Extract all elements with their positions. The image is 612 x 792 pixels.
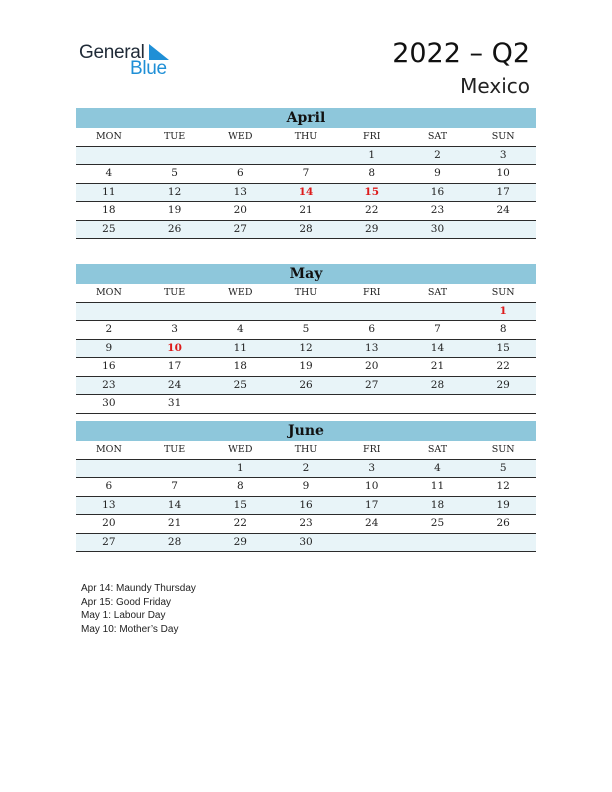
weekday-label: THU bbox=[294, 131, 318, 142]
week-row bbox=[76, 534, 536, 553]
day-cell: 27 bbox=[365, 378, 379, 391]
day-cell: 7 bbox=[434, 323, 441, 335]
weekday-label: FRI bbox=[362, 131, 381, 142]
day-cell: 15 bbox=[496, 341, 510, 354]
week-row bbox=[76, 165, 536, 184]
day-cell: 2 bbox=[105, 323, 113, 335]
day-cell: 1 bbox=[499, 304, 507, 317]
day-cell: 3 bbox=[368, 461, 376, 474]
month-june bbox=[76, 421, 536, 552]
week-row bbox=[76, 515, 536, 534]
day-cell: 14 bbox=[298, 185, 314, 198]
day-cell: 6 bbox=[236, 167, 244, 179]
day-cell: 9 bbox=[105, 341, 113, 354]
day-cell: 13 bbox=[233, 185, 247, 198]
weekday-header-row bbox=[76, 284, 536, 303]
weekday-label: SAT bbox=[427, 131, 448, 142]
day-cell: 22 bbox=[496, 360, 510, 372]
day-cell: 5 bbox=[499, 461, 507, 474]
day-cell: 18 bbox=[102, 204, 116, 216]
day-cell bbox=[339, 303, 405, 321]
logo-blue-text: Blue bbox=[130, 58, 167, 79]
day-cell: 28 bbox=[299, 222, 313, 235]
day-cell: 11 bbox=[430, 480, 445, 492]
month-header: May bbox=[76, 264, 536, 284]
page-title: 2022 – Q2 bbox=[392, 38, 530, 69]
day-cell: 8 bbox=[368, 167, 376, 179]
day-cell bbox=[76, 460, 142, 478]
day-cell bbox=[207, 147, 273, 165]
weekday-label: SUN bbox=[491, 131, 515, 142]
week-row bbox=[76, 497, 536, 516]
day-cell: 20 bbox=[365, 360, 379, 372]
week-row bbox=[76, 478, 536, 497]
day-cell: 25 bbox=[233, 378, 247, 391]
week-row bbox=[76, 303, 536, 322]
day-cell: 3 bbox=[171, 323, 178, 335]
day-cell: 20 bbox=[233, 204, 247, 216]
day-cell: 30 bbox=[299, 535, 313, 548]
week-row bbox=[76, 147, 536, 166]
day-cell: 7 bbox=[302, 167, 310, 179]
weekday-label: MON bbox=[95, 287, 122, 298]
weekday-label: SAT bbox=[427, 287, 448, 298]
day-cell: 31 bbox=[167, 397, 182, 409]
weekday-label: WED bbox=[228, 444, 253, 455]
weekday-label: WED bbox=[228, 287, 253, 298]
day-cell bbox=[142, 460, 208, 478]
holiday-note: Apr 14: Maundy Thursday bbox=[81, 583, 196, 594]
day-cell: 25 bbox=[102, 222, 116, 235]
weekday-label: SUN bbox=[491, 287, 515, 298]
day-cell: 3 bbox=[499, 148, 507, 161]
day-cell: 30 bbox=[102, 397, 116, 409]
day-cell bbox=[405, 303, 471, 321]
day-cell bbox=[405, 395, 471, 413]
day-cell: 13 bbox=[365, 341, 379, 354]
day-cell: 19 bbox=[299, 360, 313, 372]
day-cell: 26 bbox=[496, 517, 510, 529]
day-cell: 13 bbox=[102, 498, 116, 511]
week-row bbox=[76, 221, 536, 240]
day-cell: 1 bbox=[236, 461, 244, 474]
day-cell: 4 bbox=[434, 461, 441, 474]
day-cell: 6 bbox=[368, 323, 376, 335]
day-cell: 16 bbox=[430, 185, 445, 198]
day-cell: 19 bbox=[167, 204, 182, 216]
weekday-label: FRI bbox=[362, 444, 381, 455]
day-cell: 11 bbox=[102, 185, 116, 198]
month-header: June bbox=[76, 421, 536, 441]
day-cell: 24 bbox=[167, 378, 182, 391]
day-cell: 24 bbox=[365, 517, 379, 529]
day-cell bbox=[470, 221, 536, 239]
day-cell: 17 bbox=[496, 185, 510, 198]
day-cell: 17 bbox=[365, 498, 379, 511]
day-cell: 4 bbox=[105, 167, 113, 179]
day-cell: 25 bbox=[430, 517, 445, 529]
day-cell: 12 bbox=[167, 185, 182, 198]
country-subtitle: Mexico bbox=[460, 74, 530, 98]
day-cell: 24 bbox=[496, 204, 510, 216]
day-cell: 23 bbox=[102, 378, 116, 391]
day-cell: 20 bbox=[102, 517, 116, 529]
day-cell: 19 bbox=[496, 498, 510, 511]
week-row bbox=[76, 358, 536, 377]
day-cell bbox=[207, 395, 273, 413]
generalblue-logo bbox=[79, 40, 179, 80]
holiday-note: May 10: Mother’s Day bbox=[81, 623, 179, 635]
day-cell: 12 bbox=[299, 341, 313, 354]
day-cell: 23 bbox=[299, 517, 313, 529]
weekday-label: MON bbox=[95, 131, 122, 142]
day-cell: 23 bbox=[430, 204, 445, 216]
day-cell: 17 bbox=[167, 360, 182, 372]
day-cell: 29 bbox=[496, 378, 510, 391]
holiday-notes bbox=[81, 582, 196, 636]
weekday-label: THU bbox=[294, 287, 318, 298]
day-cell: 26 bbox=[299, 378, 313, 391]
day-cell: 16 bbox=[299, 498, 313, 511]
day-cell bbox=[339, 395, 405, 413]
day-cell bbox=[142, 303, 208, 321]
day-cell bbox=[76, 303, 142, 321]
day-cell: 15 bbox=[364, 185, 380, 198]
day-cell: 18 bbox=[233, 360, 247, 372]
day-cell: 8 bbox=[236, 480, 244, 492]
day-cell: 10 bbox=[496, 167, 510, 179]
day-cell: 16 bbox=[102, 360, 116, 372]
month-may bbox=[76, 264, 536, 414]
weekday-label: WED bbox=[228, 131, 253, 142]
day-cell: 14 bbox=[167, 498, 182, 511]
weekday-label: FRI bbox=[362, 287, 381, 298]
week-row bbox=[76, 377, 536, 396]
day-cell: 15 bbox=[233, 498, 247, 511]
week-row bbox=[76, 460, 536, 479]
day-cell: 7 bbox=[171, 480, 178, 492]
day-cell: 29 bbox=[365, 222, 379, 235]
month-header: April bbox=[76, 108, 536, 128]
day-cell: 2 bbox=[302, 461, 310, 474]
weekday-label: TUE bbox=[163, 287, 186, 298]
weekday-label: TUE bbox=[163, 444, 186, 455]
week-row bbox=[76, 340, 536, 359]
day-cell: 30 bbox=[430, 222, 445, 235]
day-cell: 9 bbox=[434, 167, 441, 179]
day-cell: 21 bbox=[299, 204, 313, 216]
weekday-label: MON bbox=[95, 444, 122, 455]
day-cell bbox=[273, 303, 339, 321]
day-cell: 21 bbox=[430, 360, 445, 372]
holiday-note: Apr 15: Good Friday bbox=[81, 596, 172, 608]
day-cell: 11 bbox=[233, 341, 247, 354]
day-cell: 27 bbox=[102, 535, 116, 548]
weekday-header-row bbox=[76, 128, 536, 147]
day-cell: 22 bbox=[365, 204, 379, 216]
day-cell bbox=[339, 534, 405, 552]
month-april bbox=[76, 108, 536, 239]
day-cell: 9 bbox=[302, 480, 310, 492]
weekday-header-row bbox=[76, 441, 536, 460]
day-cell: 27 bbox=[233, 222, 247, 235]
day-cell: 2 bbox=[434, 148, 441, 161]
day-cell: 10 bbox=[365, 480, 379, 492]
day-cell bbox=[470, 395, 536, 413]
holiday-note: May 1: Labour Day bbox=[81, 610, 166, 621]
day-cell bbox=[142, 147, 208, 165]
day-cell: 14 bbox=[430, 341, 445, 354]
day-cell: 5 bbox=[302, 323, 310, 335]
week-row bbox=[76, 184, 536, 203]
day-cell: 21 bbox=[167, 517, 182, 529]
logo-general-text: General bbox=[79, 42, 145, 63]
day-cell: 22 bbox=[233, 517, 247, 529]
weekday-label: THU bbox=[294, 444, 318, 455]
weekday-label: SAT bbox=[427, 444, 448, 455]
day-cell: 1 bbox=[368, 148, 376, 161]
week-row bbox=[76, 321, 536, 340]
day-cell: 29 bbox=[233, 535, 247, 548]
day-cell: 10 bbox=[167, 341, 182, 354]
day-cell bbox=[405, 534, 471, 552]
day-cell: 18 bbox=[430, 498, 445, 511]
day-cell bbox=[207, 303, 273, 321]
week-row bbox=[76, 202, 536, 221]
weekday-label: TUE bbox=[163, 131, 186, 142]
day-cell bbox=[470, 534, 536, 552]
day-cell: 12 bbox=[496, 480, 510, 492]
day-cell: 26 bbox=[167, 222, 182, 235]
day-cell bbox=[273, 395, 339, 413]
day-cell: 28 bbox=[167, 535, 182, 548]
week-row bbox=[76, 395, 536, 414]
day-cell: 4 bbox=[236, 323, 244, 335]
day-cell: 5 bbox=[171, 167, 178, 179]
day-cell: 8 bbox=[499, 323, 507, 335]
day-cell: 28 bbox=[430, 378, 445, 391]
weekday-label: SUN bbox=[491, 444, 515, 455]
day-cell: 6 bbox=[105, 480, 113, 492]
day-cell bbox=[273, 147, 339, 165]
day-cell bbox=[76, 147, 142, 165]
